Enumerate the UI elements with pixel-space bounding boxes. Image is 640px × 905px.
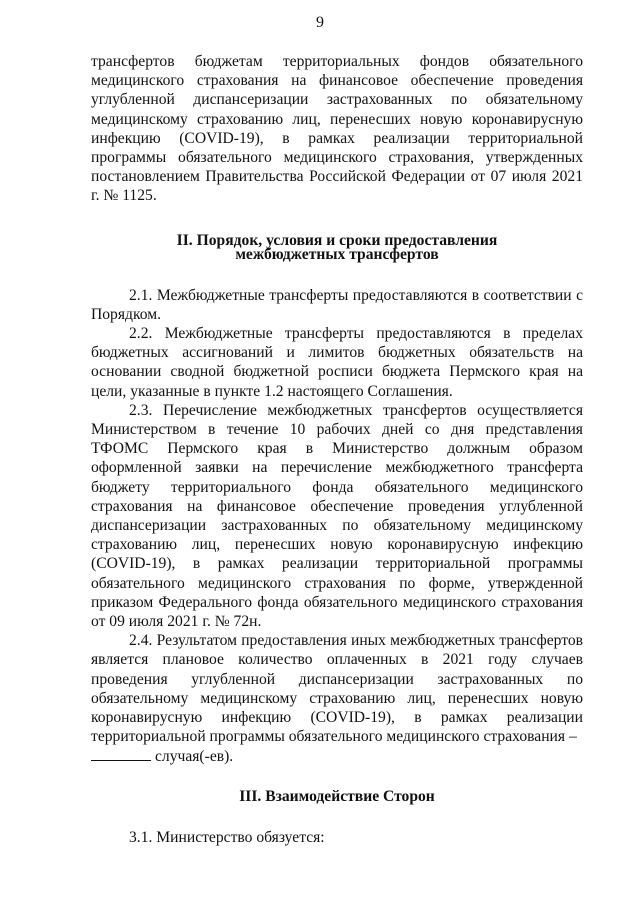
section-2-heading	[91, 231, 583, 263]
paragraph-2-3: 2.3. Перечисление межбюджетных трансфертов осуществляется Министерством в течение 10 рабочих дней со дня представления ТФОМС Пермского края в Министерство должным образом оформленной заявки на перечисление межбюджетного трансферта бюджету территориального фонда обязательного медицинского страхования на финансовое обеспечение проведения углубленной диспансеризации застрахованных по обязательному медицинскому страхованию лиц, перенесших новую коронавирусную инфекцию (COVID-19), в рамках реализации территориальной программы обязательного медицинского страхования по форме, утвержденной приказом Федерального фонда обязательного медицинского страхования от 09 июля 2021 г. № 72н.	[91, 401, 583, 631]
section-2-title-line1: II. Порядок, условия и сроки предоставления	[176, 231, 498, 249]
section-3-heading: III. Взаимодействие Сторон	[239, 787, 435, 805]
blank-field-line	[91, 748, 151, 761]
paragraph-2-4-tail: случая(-ев).	[155, 747, 234, 765]
paragraph-2-4	[91, 631, 583, 765]
section-2-title-line2: межбюджетных трансфертов	[235, 245, 439, 263]
paragraph-3-1: 3.1. Министерство обязуется:	[129, 828, 325, 846]
paragraph-2-4-text: 2.4. Результатом предоставления иных межбюджетных трансфертов является плановое количество оплаченных в 2021 году случаев проведения углубленной диспансеризации застрахованных по обязательному медицинскому страхованию лиц, перенесших новую коронавирусную инфекцию (COVID-19), в рамках реализации территориальной программы обязательного медицинского страхования –	[91, 632, 583, 746]
paragraph-2-2: 2.2. Межбюджетные трансферты предоставляются в пределах бюджетных ассигнований и лимитов бюджетных обязательств на основании сводной бюджетной росписи бюджета Пермского края на цели, указанные в пункте 1.2 настоящего Соглашения.	[91, 325, 583, 400]
page-number: 9	[316, 14, 324, 31]
document-body	[91, 52, 583, 847]
paragraph-2-1: 2.1. Межбюджетные трансферты предоставляются в соответствии с Порядком.	[91, 286, 583, 323]
intro-paragraph: трансфертов бюджетам территориальных фондов обязательного медицинского страхования на финансовое обеспечение проведения углубленной диспансеризации застрахованных по обязательному медицинскому страхованию лиц, перенесших новую коронавирусную инфекцию (COVID-19), в рамках реализации территориальной программы обязательного медицинского страхования, утвержденных постановлением Правительства Российской Федерации от 07 июля 2021 г. № 1125.	[91, 53, 583, 205]
